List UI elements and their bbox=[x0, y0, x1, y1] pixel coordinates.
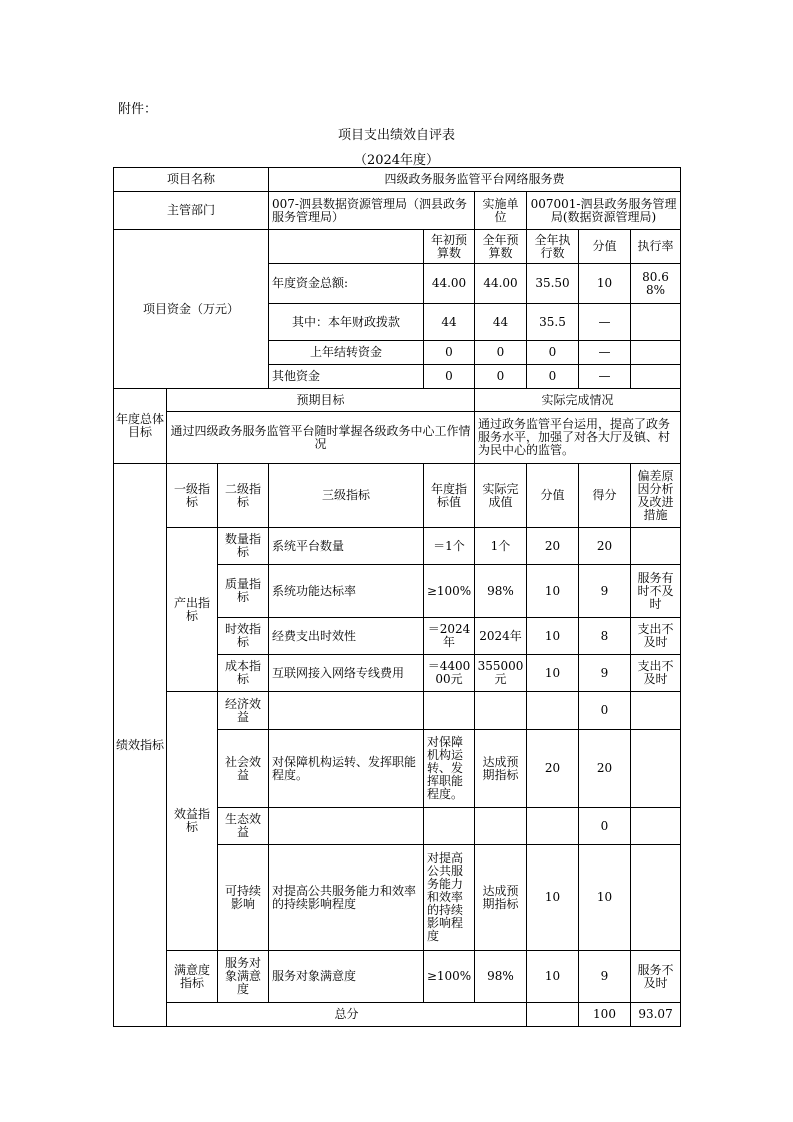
output-level1: 产出指标 bbox=[167, 528, 218, 692]
level3 bbox=[269, 692, 424, 730]
indicator-header: 二级指标 bbox=[218, 464, 269, 528]
funds-cell: 0 bbox=[527, 341, 579, 365]
targets-label: 年度总体目标 bbox=[114, 389, 167, 464]
funds-header-blank bbox=[269, 230, 424, 264]
funds-cell: 44 bbox=[475, 304, 527, 341]
indicator-row bbox=[114, 528, 681, 565]
project-name-label: 项目名称 bbox=[114, 168, 269, 192]
form-year: （2024年度） bbox=[353, 153, 440, 168]
level2: 服务对象满意度 bbox=[218, 951, 269, 1003]
actual-value: 98% bbox=[475, 951, 527, 1003]
score bbox=[527, 808, 579, 845]
got: 20 bbox=[579, 730, 631, 808]
funds-cell: 35.50 bbox=[527, 264, 579, 304]
dept-label: 主管部门 bbox=[114, 192, 269, 230]
level3: 经费支出时效性 bbox=[269, 618, 424, 655]
expected-value: 通过四级政务服务监管平台随时掌握各级政务中心工作情况 bbox=[167, 412, 475, 464]
level2: 可持续影响 bbox=[218, 845, 269, 951]
level3: 互联网接入网络专线费用 bbox=[269, 655, 424, 692]
funds-cell: 35.5 bbox=[527, 304, 579, 341]
impl-label: 实施单位 bbox=[475, 192, 527, 230]
indicators-header-row bbox=[114, 464, 681, 528]
indicator-row bbox=[114, 692, 681, 730]
funds-cell: 0 bbox=[527, 365, 579, 389]
funds-row-label: 其中：本年财政拨款 bbox=[269, 304, 424, 341]
total-score: 100 bbox=[579, 1003, 631, 1027]
indicator-header: 年度指标值 bbox=[424, 464, 475, 528]
score: 20 bbox=[527, 730, 579, 808]
funds-cell: — bbox=[579, 304, 631, 341]
indicators-label: 绩效指标 bbox=[114, 464, 167, 1027]
total-label: 总分 bbox=[167, 1003, 527, 1027]
actual-value: 达成预期指标 bbox=[475, 730, 527, 808]
actual-value: 98% bbox=[475, 565, 527, 618]
target-value: ＝2024年 bbox=[424, 618, 475, 655]
target-value: ＝1个 bbox=[424, 528, 475, 565]
funds-label: 项目资金（万元） bbox=[114, 230, 269, 389]
got: 8 bbox=[579, 618, 631, 655]
score: 20 bbox=[527, 528, 579, 565]
got: 20 bbox=[579, 528, 631, 565]
total-row bbox=[114, 1003, 681, 1027]
actual-value bbox=[475, 692, 527, 730]
target-value: 对提高公共服务能力和效率的持续影响程度 bbox=[424, 845, 475, 951]
funds-cell: — bbox=[579, 365, 631, 389]
funds-row-label: 年度资金总额: bbox=[269, 264, 424, 304]
target-value bbox=[424, 692, 475, 730]
targets-value-row bbox=[114, 412, 681, 464]
impl-value: 007001-泗县政务服务管理局(数据资源管理局) bbox=[527, 192, 681, 230]
score: 10 bbox=[527, 618, 579, 655]
score: 10 bbox=[527, 655, 579, 692]
actual-value: 355000元 bbox=[475, 655, 527, 692]
indicator-header: 偏差原因分析及改进措施 bbox=[631, 464, 681, 528]
indicator-header: 三级指标 bbox=[269, 464, 424, 528]
funds-header: 执行率 bbox=[631, 230, 681, 264]
indicator-row bbox=[114, 951, 681, 1003]
indicator-header: 得分 bbox=[579, 464, 631, 528]
indicator-header: 一级指标 bbox=[167, 464, 218, 528]
target-value: ≥100% bbox=[424, 951, 475, 1003]
got: 9 bbox=[579, 565, 631, 618]
actual-value: 2024年 bbox=[475, 618, 527, 655]
benefit-level1: 效益指标 bbox=[167, 692, 218, 951]
score bbox=[527, 692, 579, 730]
score: 10 bbox=[527, 951, 579, 1003]
funds-row-label: 上年结转资金 bbox=[269, 341, 424, 365]
funds-cell: 0 bbox=[475, 341, 527, 365]
target-value: 对保障机构运转、发挥职能程度。 bbox=[424, 730, 475, 808]
level3: 对提高公共服务能力和效率的持续影响程度 bbox=[269, 845, 424, 951]
reason: 服务不及时 bbox=[631, 951, 681, 1003]
funds-cell: 0 bbox=[424, 365, 475, 389]
actual-value: 达成预期指标 bbox=[475, 845, 527, 951]
funds-row-label: 其他资金 bbox=[269, 365, 424, 389]
funds-cell: 10 bbox=[579, 264, 631, 304]
dept-value: 007-泗县数据资源管理局（泗县政务服务管理局） bbox=[269, 192, 475, 230]
reason bbox=[631, 692, 681, 730]
level2: 成本指标 bbox=[218, 655, 269, 692]
funds-cell: 0 bbox=[424, 341, 475, 365]
score: 10 bbox=[527, 565, 579, 618]
funds-cell bbox=[631, 365, 681, 389]
reason: 支出不及时 bbox=[631, 618, 681, 655]
department-row bbox=[114, 192, 681, 230]
expected-label: 预期目标 bbox=[167, 389, 475, 412]
level3: 系统功能达标率 bbox=[269, 565, 424, 618]
funds-cell: 44 bbox=[424, 304, 475, 341]
funds-header: 全年预算数 bbox=[475, 230, 527, 264]
attachment-label: 附件： bbox=[118, 102, 158, 117]
actual-label: 实际完成情况 bbox=[475, 389, 681, 412]
reason: 服务有时不及时 bbox=[631, 565, 681, 618]
reason bbox=[631, 845, 681, 951]
funds-header: 全年执行数 bbox=[527, 230, 579, 264]
funds-cell: 0 bbox=[475, 365, 527, 389]
level2: 经济效益 bbox=[218, 692, 269, 730]
indicator-header: 分值 bbox=[527, 464, 579, 528]
level2: 时效指标 bbox=[218, 618, 269, 655]
target-value: ≥100% bbox=[424, 565, 475, 618]
level2: 数量指标 bbox=[218, 528, 269, 565]
reason bbox=[631, 528, 681, 565]
level3 bbox=[269, 808, 424, 845]
got: 9 bbox=[579, 951, 631, 1003]
form-title: 项目支出绩效自评表 bbox=[337, 128, 455, 143]
score: 10 bbox=[527, 845, 579, 951]
project-name-value: 四级政务服务监管平台网络服务费 bbox=[269, 168, 681, 192]
got: 0 bbox=[579, 692, 631, 730]
funds-header-row bbox=[114, 230, 681, 264]
actual-value: 通过政务监管平台运用，提高了政务服务水平，加强了对各大厅及镇、村为民中心的监管。 bbox=[475, 412, 681, 464]
funds-header: 分值 bbox=[579, 230, 631, 264]
indicator-header: 实际完成值 bbox=[475, 464, 527, 528]
actual-value: 1个 bbox=[475, 528, 527, 565]
level2: 质量指标 bbox=[218, 565, 269, 618]
level2: 生态效益 bbox=[218, 808, 269, 845]
funds-cell: — bbox=[579, 341, 631, 365]
level3: 系统平台数量 bbox=[269, 528, 424, 565]
funds-cell: 80.68% bbox=[631, 264, 681, 304]
evaluation-table bbox=[113, 167, 681, 1027]
funds-cell bbox=[631, 341, 681, 365]
got: 0 bbox=[579, 808, 631, 845]
reason: 支出不及时 bbox=[631, 655, 681, 692]
got: 9 bbox=[579, 655, 631, 692]
actual-value bbox=[475, 808, 527, 845]
project-name-row bbox=[114, 168, 681, 192]
level3: 服务对象满意度 bbox=[269, 951, 424, 1003]
total-got: 93.07 bbox=[631, 1003, 681, 1027]
reason bbox=[631, 730, 681, 808]
target-value bbox=[424, 808, 475, 845]
funds-cell: 44.00 bbox=[475, 264, 527, 304]
total-blank bbox=[527, 1003, 579, 1027]
satisfaction-level1: 满意度指标 bbox=[167, 951, 218, 1003]
reason bbox=[631, 808, 681, 845]
target-value: ＝440000元 bbox=[424, 655, 475, 692]
funds-header: 年初预算数 bbox=[424, 230, 475, 264]
level3: 对保障机构运转、发挥职能程度。 bbox=[269, 730, 424, 808]
got: 10 bbox=[579, 845, 631, 951]
level2: 社会效益 bbox=[218, 730, 269, 808]
targets-header-row bbox=[114, 389, 681, 412]
funds-cell: 44.00 bbox=[424, 264, 475, 304]
funds-cell bbox=[631, 304, 681, 341]
